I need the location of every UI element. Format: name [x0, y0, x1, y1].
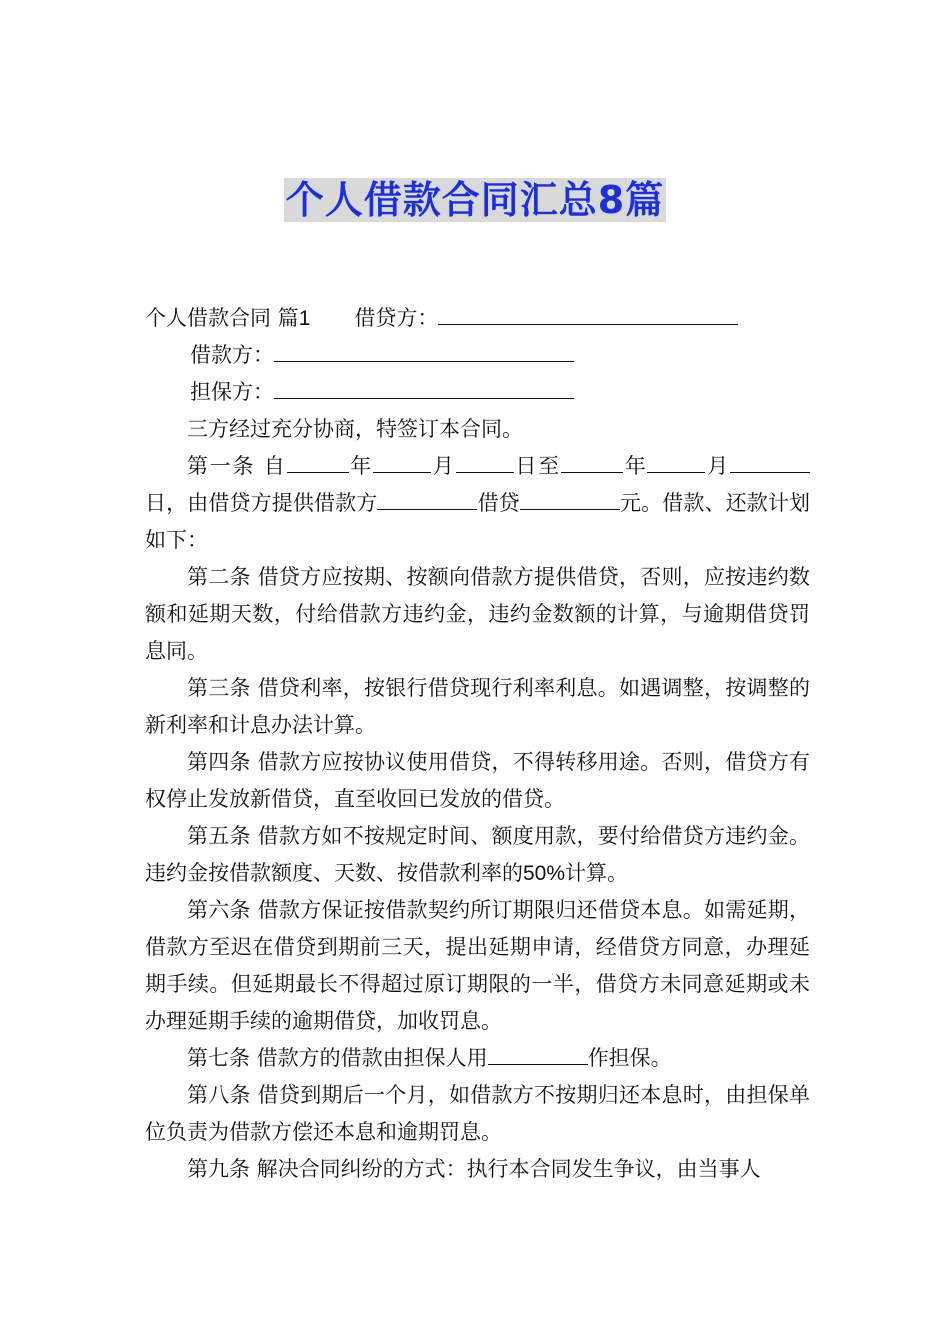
borrower-line	[145, 337, 810, 374]
clause-1-text-b: 日，由借贷方提供借款方	[145, 491, 378, 515]
clause-2: 第二条 借贷方应按期、按额向借款方提供借贷，否则，应按违约数额和延期天数，付给借款方违约金，违约金数额的计算，与逾期借贷罚息同。	[145, 565, 810, 663]
clause-1-month-label: 月	[431, 454, 456, 478]
clause-1-text-a: 第一条 自	[187, 454, 287, 478]
guarantor-line	[145, 374, 810, 411]
clause-8: 第八条 借贷到期后一个月，如借款方不按期归还本息时，由担保单位负责为借款方偿还本息和逾期罚息。	[145, 1083, 810, 1144]
guarantor-label: 担保方：	[190, 380, 274, 404]
clause-1-year-label: 年	[348, 454, 374, 478]
clause-1-text-d: 元。借款、还款计划如下：	[145, 491, 811, 552]
lender-label: 借贷方：	[354, 306, 439, 330]
article-label: 个人借款合同 篇	[145, 306, 299, 330]
borrower-blank[interactable]	[274, 339, 574, 362]
clause-1	[145, 448, 810, 559]
title-text: 个人借款合同汇总8篇	[285, 178, 665, 222]
loan-amount-blank[interactable]	[520, 487, 620, 510]
start-month-blank[interactable]	[373, 450, 431, 473]
end-year-blank[interactable]	[561, 450, 623, 473]
clause-3: 第三条 借贷利率，按银行借贷现行利率利息。如遇调整，按调整的新利率和计息办法计算。	[145, 676, 810, 737]
article-number: 1	[298, 307, 311, 330]
collateral-blank[interactable]	[488, 1042, 588, 1065]
lender-blank[interactable]	[438, 302, 738, 325]
borrower-label: 借款方：	[190, 343, 274, 367]
clause-7-text-a: 第七条 借款方的借款由担保人用	[187, 1046, 488, 1070]
clause-5-percent: 50%	[523, 862, 566, 885]
contract-body	[145, 300, 810, 1188]
clause-7-text-b: 作担保。	[587, 1046, 672, 1070]
clause-1-end-year-label: 年	[622, 454, 648, 478]
clause-4: 第四条 借款方应按协议使用借贷，不得转移用途。否则，借贷方有权停止发放新借贷，直至收回已发放的借贷。	[145, 750, 810, 811]
clause-7	[145, 1040, 810, 1077]
intro-paragraph: 三方经过充分协商，特签订本合同。	[187, 417, 523, 441]
clause-6: 第六条 借款方保证按借款契约所订期限归还借贷本息。如需延期，借款方至迟在借贷到期前三天，提出延期申请，经借贷方同意，办理延期手续。但延期最长不得超过原订期限的一半，借贷方未同意延期或未办理延期手续的逾期借贷，加收罚息。	[145, 898, 810, 1033]
guarantor-blank[interactable]	[274, 376, 574, 399]
end-month-blank[interactable]	[647, 450, 705, 473]
clause-5	[145, 818, 810, 892]
clause-1-day-to-label: 日至	[513, 454, 561, 478]
article-header-line	[145, 300, 810, 337]
page-title	[0, 176, 950, 224]
clause-5-text-a: 第五条 借款方如不按规定时间、额度用款，要付给借贷方违约金。违约金按借款额度、天数、按借款利率的	[145, 824, 810, 885]
clause-1-text-c: 借贷	[477, 491, 520, 515]
clause-5-text-b: 计算。	[565, 861, 629, 885]
borrower-amount-blank[interactable]	[377, 487, 477, 510]
clause-1-end-month-label: 月	[705, 454, 731, 478]
end-day-blank[interactable]	[730, 450, 810, 473]
clause-9: 第九条 解决合同纠纷的方式：执行本合同发生争议，由当事人	[187, 1157, 761, 1181]
start-day-blank[interactable]	[456, 450, 514, 473]
start-year-blank[interactable]	[287, 450, 349, 473]
